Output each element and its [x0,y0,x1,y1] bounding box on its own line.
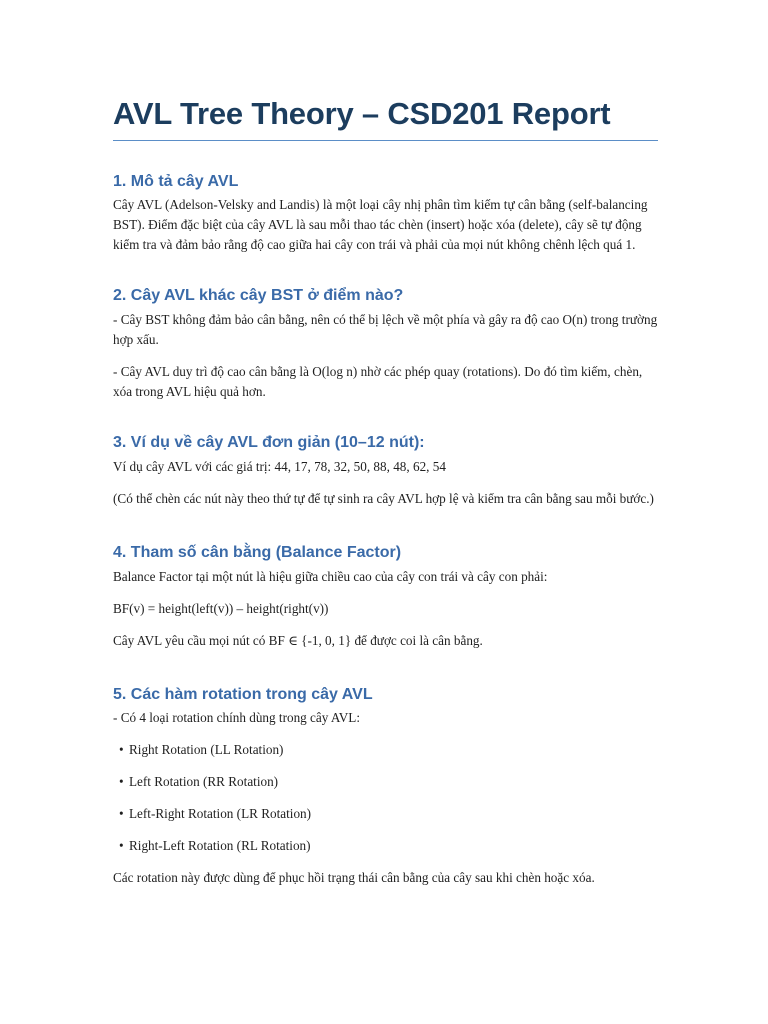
bullet-icon: • [119,806,124,821]
paragraph: (Có thể chèn các nút này theo thứ tự để tự sinh ra cây AVL hợp lệ và kiểm tra cân bằng sau mỗi bước.) [113,491,654,506]
section-heading: 5. Các hàm rotation trong cây AVL [113,686,373,703]
list-item [119,836,658,856]
section-heading: 1. Mô tả cây AVL [113,173,239,190]
list-item [119,740,658,760]
paragraph: Các rotation này được dùng để phục hồi trạng thái cân bằng của cây sau khi chèn hoặc xóa. [113,870,595,885]
document-page [113,92,658,888]
formula: BF(v) = height(left(v)) – height(right(v)) [113,601,329,616]
list-item [119,804,658,824]
bullet-icon: • [119,838,124,853]
section-heading: 4. Tham số cân bằng (Balance Factor) [113,544,402,561]
list-item-text: Right Rotation (LL Rotation) [129,742,284,757]
list-item [119,772,658,792]
paragraph: Balance Factor tại một nút là hiệu giữa chiều cao của cây con trái và cây con phải: [113,569,548,584]
paragraph: Cây AVL (Adelson-Velsky and Landis) là một loại cây nhị phân tìm kiếm tự cân bằng (self-balancing BST). Điểm đặc biệt của cây AVL là sau mỗi thao tác chèn (insert) hoặc xóa (delete), cây sẽ tự động kiểm tra và đảm bảo rằng độ cao giữa hai cây con trái và phải của mọi nút không chênh lệch quá 1. [113,197,648,252]
paragraph: Ví dụ cây AVL với các giá trị: 44, 17, 78, 32, 50, 88, 48, 62, 54 [113,459,446,474]
list-item-text: Left-Right Rotation (LR Rotation) [129,806,312,821]
paragraph: Cây AVL yêu cầu mọi nút có BF ∈ {-1, 0, 1} để được coi là cân bằng. [113,633,483,648]
paragraph: - Có 4 loại rotation chính dùng trong cây AVL: [113,710,360,725]
paragraph: - Cây AVL duy trì độ cao cân bằng là O(log n) nhờ các phép quay (rotations). Do đó tìm kiếm, chèn, xóa trong AVL hiệu quả hơn. [113,364,643,399]
section-rotations [113,684,658,888]
paragraph: - Cây BST không đảm bảo cân bằng, nên có thể bị lệch về một phía và gây ra độ cao O(n) trong trường hợp xấu. [113,312,658,347]
section-avl-description [113,171,658,255]
bullet-icon: • [119,742,124,757]
bullet-icon: • [119,774,124,789]
list-item-text: Left Rotation (RR Rotation) [129,774,279,789]
section-avl-vs-bst [113,285,658,402]
section-balance-factor [113,542,658,651]
section-heading: 3. Ví dụ về cây AVL đơn giản (10–12 nút): [113,434,425,451]
section-heading: 2. Cây AVL khác cây BST ở điểm nào? [113,287,404,304]
document-title: AVL Tree Theory – CSD201 Report [113,92,658,141]
list-item-text: Right-Left Rotation (RL Rotation) [129,838,311,853]
section-avl-example [113,432,658,509]
